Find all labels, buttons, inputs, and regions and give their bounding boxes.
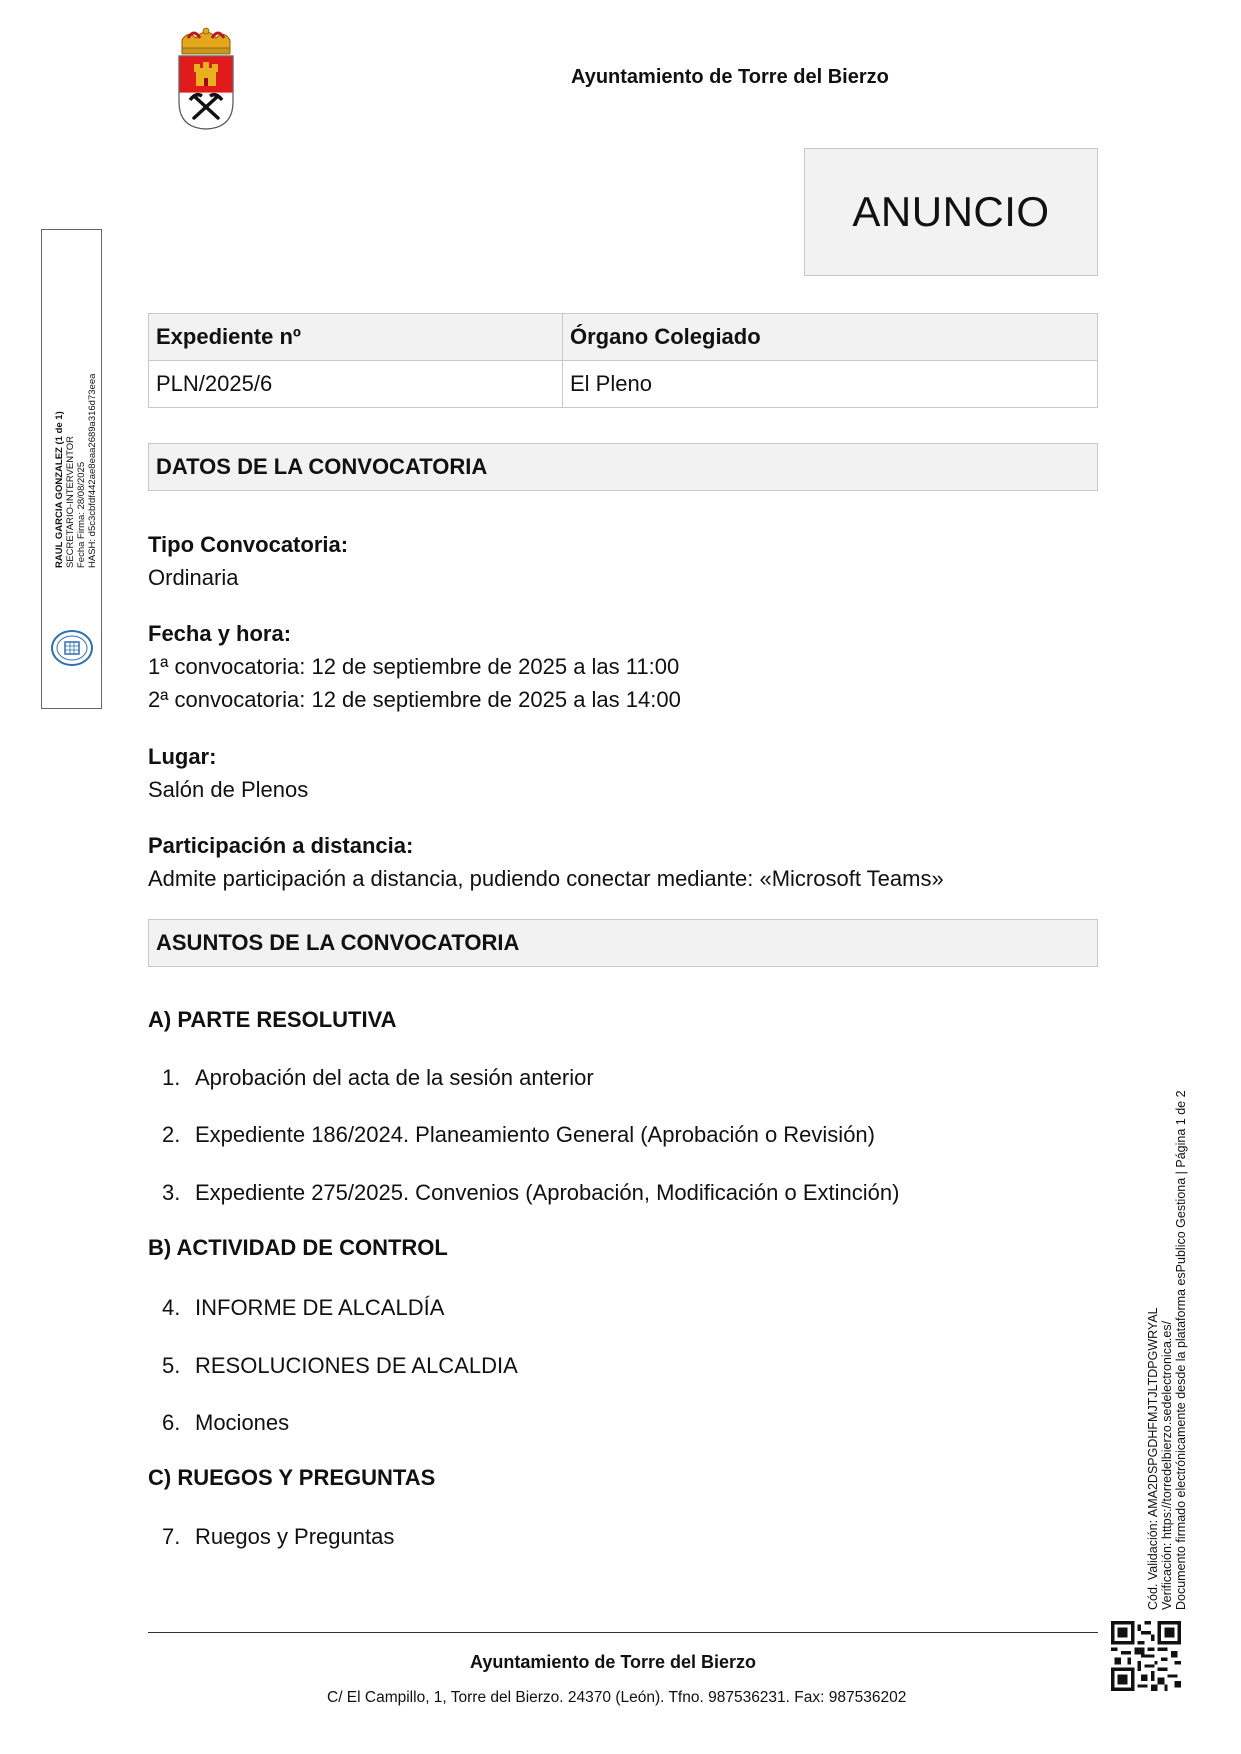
list-item	[162, 1180, 899, 1206]
item-number: 1.	[162, 1065, 181, 1090]
item-number: 5.	[162, 1353, 181, 1378]
qr-code-icon	[1111, 1621, 1181, 1691]
field-tipo-convocatoria	[148, 528, 348, 594]
item-text: Aprobación del acta de la sesión anterior	[195, 1065, 594, 1090]
verification-strip	[1140, 1090, 1188, 1610]
field-participacion-distancia	[148, 829, 944, 895]
field-fecha-hora	[148, 617, 681, 716]
signature-text	[46, 238, 98, 568]
item-number: 6.	[162, 1410, 181, 1435]
agenda-group-a: A) PARTE RESOLUTIVA	[148, 1007, 397, 1032]
signature-hash: HASH: d5c3cbfdf442ae8eaa2689a316d73eea	[87, 373, 98, 568]
item-text: RESOLUCIONES DE ALCALDIA	[195, 1353, 518, 1378]
document-type-title: ANUNCIO	[852, 188, 1050, 235]
document-type-box	[804, 148, 1098, 276]
signature-box	[41, 229, 102, 709]
list-item	[162, 1122, 875, 1148]
item-text: INFORME DE ALCALDÍA	[195, 1295, 445, 1320]
list-item	[162, 1524, 394, 1550]
section-title: DATOS DE LA CONVOCATORIA	[156, 454, 488, 479]
official-seal-icon	[50, 626, 94, 670]
table-row	[149, 361, 1098, 408]
field-label: Tipo Convocatoria:	[148, 532, 349, 557]
signer-name: RAUL GARCIA GONZALEZ (1 de 1)	[54, 411, 65, 568]
item-number: 3.	[162, 1180, 181, 1205]
item-text: Expediente 275/2025. Convenios (Aprobación, Modificación o Extinción)	[195, 1180, 900, 1205]
table-header-row	[149, 314, 1098, 361]
field-value-segunda: 2ª convocatoria: 12 de septiembre de 2025 a las 14:00	[148, 687, 681, 712]
verification-note: Documento firmado electrónicamente desde la plataforma esPublico Gestiona | Página 1 de 2	[1174, 1090, 1188, 1610]
signer-role: SECRETARIO-INTERVENTOR	[65, 436, 76, 568]
field-lugar	[148, 740, 308, 806]
field-label: Lugar:	[148, 744, 217, 769]
expediente-value: PLN/2025/6	[149, 361, 563, 408]
field-value: Ordinaria	[148, 565, 239, 590]
expediente-table	[148, 313, 1098, 408]
item-number: 2.	[162, 1122, 181, 1147]
list-item	[162, 1065, 594, 1091]
field-value-primera: 1ª convocatoria: 12 de septiembre de 2025 a las 11:00	[148, 654, 680, 679]
agenda-group-b: B) ACTIVIDAD DE CONTROL	[148, 1235, 448, 1260]
organo-value: El Pleno	[563, 361, 1098, 408]
item-number: 4.	[162, 1295, 181, 1320]
expediente-header: Expediente nº	[149, 314, 563, 361]
field-value: Admite participación a distancia, pudiendo conectar mediante: «Microsoft Teams»	[148, 866, 944, 891]
field-value: Salón de Plenos	[148, 777, 309, 802]
verification-url[interactable]: Verificación: https://torredelbierzo.sedelectronica.es/	[1160, 1320, 1174, 1610]
organo-header: Órgano Colegiado	[563, 314, 1098, 361]
verification-code: Cód. Validación: AMA2DSPGDHFMJTJLTDPGWRYAL	[1146, 1307, 1160, 1610]
list-item	[162, 1353, 518, 1379]
footer-divider	[148, 1632, 1098, 1633]
section-asuntos-convocatoria	[148, 919, 1098, 967]
item-number: 7.	[162, 1524, 181, 1549]
item-text: Mociones	[195, 1410, 290, 1435]
section-datos-convocatoria	[148, 443, 1098, 491]
signature-date: Fecha Firma: 28/08/2025	[76, 461, 87, 568]
footer-address: C/ El Campillo, 1, Torre del Bierzo. 24370 (León). Tfno. 987536231. Fax: 987536202	[327, 1689, 907, 1706]
field-label: Fecha y hora:	[148, 621, 292, 646]
item-text: Ruegos y Preguntas	[195, 1524, 395, 1549]
field-label: Participación a distancia:	[148, 833, 414, 858]
agenda-group-c: C) RUEGOS Y PREGUNTAS	[148, 1465, 436, 1490]
list-item	[162, 1295, 444, 1321]
coat-of-arms-logo	[176, 26, 236, 130]
item-text: Expediente 186/2024. Planeamiento General (Aprobación o Revisión)	[195, 1122, 875, 1147]
list-item	[162, 1410, 289, 1436]
section-title: ASUNTOS DE LA CONVOCATORIA	[156, 930, 520, 955]
